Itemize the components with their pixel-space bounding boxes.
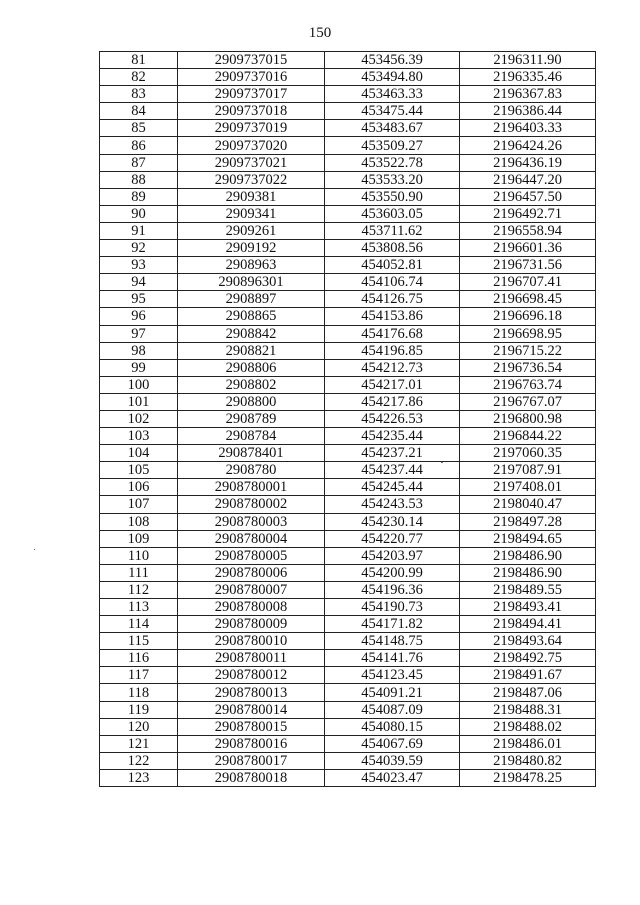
- table-row: [100, 410, 596, 427]
- table-row: [100, 547, 596, 564]
- point-number-cell: 81: [100, 52, 178, 69]
- table-row: [100, 462, 596, 479]
- point-id-cell: 2908780018: [178, 769, 325, 786]
- point-number-cell: 113: [100, 599, 178, 616]
- y-coordinate-cell: 2196403.33: [460, 120, 596, 137]
- x-coordinate-cell: 454023.47: [325, 769, 460, 786]
- y-coordinate-cell: 2197408.01: [460, 479, 596, 496]
- point-number-cell: 89: [100, 188, 178, 205]
- x-coordinate-cell: 454203.97: [325, 547, 460, 564]
- y-coordinate-cell: 2198040.47: [460, 496, 596, 513]
- point-id-cell: 290896301: [178, 274, 325, 291]
- point-id-cell: 2908780017: [178, 752, 325, 769]
- y-coordinate-cell: 2197087.91: [460, 462, 596, 479]
- point-id-cell: 2908780005: [178, 547, 325, 564]
- point-number-cell: 119: [100, 701, 178, 718]
- y-coordinate-cell: 2196736.54: [460, 359, 596, 376]
- x-coordinate-cell: 454067.69: [325, 735, 460, 752]
- x-coordinate-cell: 454212.73: [325, 359, 460, 376]
- table-row: [100, 581, 596, 598]
- table-row: [100, 103, 596, 120]
- scan-speck: [441, 461, 443, 463]
- x-coordinate-cell: 454217.86: [325, 393, 460, 410]
- x-coordinate-cell: 454087.09: [325, 701, 460, 718]
- table-row: [100, 171, 596, 188]
- point-id-cell: 290878401: [178, 445, 325, 462]
- x-coordinate-cell: 454141.76: [325, 650, 460, 667]
- y-coordinate-cell: 2196457.50: [460, 188, 596, 205]
- x-coordinate-cell: 454080.15: [325, 718, 460, 735]
- x-coordinate-cell: 453711.62: [325, 222, 460, 239]
- point-number-cell: 120: [100, 718, 178, 735]
- y-coordinate-cell: 2198486.01: [460, 735, 596, 752]
- point-id-cell: 2909737019: [178, 120, 325, 137]
- y-coordinate-cell: 2196367.83: [460, 86, 596, 103]
- point-id-cell: 2908784: [178, 428, 325, 445]
- point-number-cell: 104: [100, 445, 178, 462]
- table-row: [100, 120, 596, 137]
- page-number: 150: [308, 25, 332, 41]
- y-coordinate-cell: 2198491.67: [460, 667, 596, 684]
- table-row: [100, 479, 596, 496]
- point-number-cell: 95: [100, 291, 178, 308]
- y-coordinate-cell: 2196763.74: [460, 376, 596, 393]
- x-coordinate-cell: 453533.20: [325, 171, 460, 188]
- point-number-cell: 96: [100, 308, 178, 325]
- point-id-cell: 2908800: [178, 393, 325, 410]
- x-coordinate-cell: 454245.44: [325, 479, 460, 496]
- point-number-cell: 109: [100, 530, 178, 547]
- y-coordinate-cell: 2196335.46: [460, 69, 596, 86]
- point-id-cell: 2909737021: [178, 154, 325, 171]
- x-coordinate-cell: 453494.80: [325, 69, 460, 86]
- x-coordinate-cell: 453509.27: [325, 137, 460, 154]
- table-row: [100, 342, 596, 359]
- y-coordinate-cell: 2198489.55: [460, 581, 596, 598]
- x-coordinate-cell: 454196.36: [325, 581, 460, 598]
- point-number-cell: 105: [100, 462, 178, 479]
- point-number-cell: 92: [100, 240, 178, 257]
- point-id-cell: 2908897: [178, 291, 325, 308]
- table-row: [100, 701, 596, 718]
- table-row: [100, 769, 596, 786]
- table-row: [100, 308, 596, 325]
- table-row: [100, 205, 596, 222]
- point-number-cell: 106: [100, 479, 178, 496]
- point-number-cell: 123: [100, 769, 178, 786]
- y-coordinate-cell: 2196844.22: [460, 428, 596, 445]
- table-row: [100, 667, 596, 684]
- x-coordinate-cell: 454243.53: [325, 496, 460, 513]
- y-coordinate-cell: 2198497.28: [460, 513, 596, 530]
- table-row: [100, 496, 596, 513]
- x-coordinate-cell: 454052.81: [325, 257, 460, 274]
- x-coordinate-cell: 453603.05: [325, 205, 460, 222]
- point-number-cell: 110: [100, 547, 178, 564]
- point-id-cell: 2908789: [178, 410, 325, 427]
- point-id-cell: 2908963: [178, 257, 325, 274]
- y-coordinate-cell: 2198493.64: [460, 633, 596, 650]
- table-row: [100, 69, 596, 86]
- y-coordinate-cell: 2198492.75: [460, 650, 596, 667]
- table-row: [100, 599, 596, 616]
- point-number-cell: 121: [100, 735, 178, 752]
- table-row: [100, 735, 596, 752]
- y-coordinate-cell: 2196436.19: [460, 154, 596, 171]
- y-coordinate-cell: 2198480.82: [460, 752, 596, 769]
- y-coordinate-cell: 2198494.41: [460, 616, 596, 633]
- point-id-cell: 2909192: [178, 240, 325, 257]
- point-id-cell: 2909737020: [178, 137, 325, 154]
- point-number-cell: 100: [100, 376, 178, 393]
- y-coordinate-cell: 2196492.71: [460, 205, 596, 222]
- point-id-cell: 2909341: [178, 205, 325, 222]
- point-id-cell: 2909737016: [178, 69, 325, 86]
- x-coordinate-cell: 454091.21: [325, 684, 460, 701]
- table-row: [100, 616, 596, 633]
- y-coordinate-cell: 2196731.56: [460, 257, 596, 274]
- y-coordinate-cell: 2198494.65: [460, 530, 596, 547]
- x-coordinate-cell: 454217.01: [325, 376, 460, 393]
- x-coordinate-cell: 454226.53: [325, 410, 460, 427]
- y-coordinate-cell: 2196311.90: [460, 52, 596, 69]
- x-coordinate-cell: 454176.68: [325, 325, 460, 342]
- x-coordinate-cell: 454126.75: [325, 291, 460, 308]
- y-coordinate-cell: 2198487.06: [460, 684, 596, 701]
- table-row: [100, 513, 596, 530]
- x-coordinate-cell: 454220.77: [325, 530, 460, 547]
- x-coordinate-cell: 453483.67: [325, 120, 460, 137]
- table-row: [100, 393, 596, 410]
- point-number-cell: 98: [100, 342, 178, 359]
- point-id-cell: 2908806: [178, 359, 325, 376]
- x-coordinate-cell: 454106.74: [325, 274, 460, 291]
- x-coordinate-cell: 454039.59: [325, 752, 460, 769]
- point-id-cell: 2908780002: [178, 496, 325, 513]
- point-number-cell: 101: [100, 393, 178, 410]
- point-number-cell: 87: [100, 154, 178, 171]
- x-coordinate-cell: 454237.44: [325, 462, 460, 479]
- point-id-cell: 2909737017: [178, 86, 325, 103]
- point-number-cell: 102: [100, 410, 178, 427]
- point-number-cell: 122: [100, 752, 178, 769]
- y-coordinate-cell: 2196698.45: [460, 291, 596, 308]
- point-number-cell: 91: [100, 222, 178, 239]
- table-row: [100, 52, 596, 69]
- point-id-cell: 2909381: [178, 188, 325, 205]
- y-coordinate-cell: 2198488.02: [460, 718, 596, 735]
- point-id-cell: 2908780014: [178, 701, 325, 718]
- x-coordinate-cell: 454190.73: [325, 599, 460, 616]
- point-number-cell: 90: [100, 205, 178, 222]
- point-id-cell: 2908780016: [178, 735, 325, 752]
- y-coordinate-cell: 2198478.25: [460, 769, 596, 786]
- x-coordinate-cell: 453522.78: [325, 154, 460, 171]
- y-coordinate-cell: 2196698.95: [460, 325, 596, 342]
- table-row: [100, 222, 596, 239]
- point-number-cell: 114: [100, 616, 178, 633]
- scan-speck: [34, 549, 35, 550]
- table-row: [100, 650, 596, 667]
- y-coordinate-cell: 2196424.26: [460, 137, 596, 154]
- point-id-cell: 2909737015: [178, 52, 325, 69]
- point-id-cell: 2908780009: [178, 616, 325, 633]
- table-row: [100, 684, 596, 701]
- y-coordinate-cell: 2198486.90: [460, 564, 596, 581]
- table-row: [100, 325, 596, 342]
- point-number-cell: 86: [100, 137, 178, 154]
- point-number-cell: 99: [100, 359, 178, 376]
- table-row: [100, 530, 596, 547]
- x-coordinate-cell: 454200.99: [325, 564, 460, 581]
- point-id-cell: 2908780001: [178, 479, 325, 496]
- point-number-cell: 84: [100, 103, 178, 120]
- x-coordinate-cell: 454148.75: [325, 633, 460, 650]
- point-id-cell: 2908842: [178, 325, 325, 342]
- point-number-cell: 103: [100, 428, 178, 445]
- x-coordinate-cell: 454123.45: [325, 667, 460, 684]
- point-id-cell: 2908780015: [178, 718, 325, 735]
- point-number-cell: 97: [100, 325, 178, 342]
- table-row: [100, 240, 596, 257]
- table-row: [100, 86, 596, 103]
- point-id-cell: 2908780003: [178, 513, 325, 530]
- x-coordinate-cell: 453475.44: [325, 103, 460, 120]
- point-id-cell: 2908780012: [178, 667, 325, 684]
- y-coordinate-cell: 2196767.07: [460, 393, 596, 410]
- table-row: [100, 188, 596, 205]
- x-coordinate-cell: 453808.56: [325, 240, 460, 257]
- x-coordinate-cell: 454196.85: [325, 342, 460, 359]
- point-number-cell: 88: [100, 171, 178, 188]
- point-number-cell: 107: [100, 496, 178, 513]
- table-row: [100, 359, 596, 376]
- y-coordinate-cell: 2196447.20: [460, 171, 596, 188]
- y-coordinate-cell: 2198486.90: [460, 547, 596, 564]
- point-id-cell: 2908780013: [178, 684, 325, 701]
- point-number-cell: 85: [100, 120, 178, 137]
- point-id-cell: 2908780011: [178, 650, 325, 667]
- x-coordinate-cell: 454237.21: [325, 445, 460, 462]
- point-id-cell: 2909737018: [178, 103, 325, 120]
- table-row: [100, 137, 596, 154]
- point-number-cell: 111: [100, 564, 178, 581]
- x-coordinate-cell: 454230.14: [325, 513, 460, 530]
- point-id-cell: 2909737022: [178, 171, 325, 188]
- point-id-cell: 2908821: [178, 342, 325, 359]
- point-id-cell: 2908780: [178, 462, 325, 479]
- x-coordinate-cell: 454171.82: [325, 616, 460, 633]
- table-row: [100, 274, 596, 291]
- coordinates-table: [99, 51, 596, 787]
- point-number-cell: 82: [100, 69, 178, 86]
- point-number-cell: 115: [100, 633, 178, 650]
- y-coordinate-cell: 2196558.94: [460, 222, 596, 239]
- y-coordinate-cell: 2196696.18: [460, 308, 596, 325]
- y-coordinate-cell: 2198488.31: [460, 701, 596, 718]
- y-coordinate-cell: 2196601.36: [460, 240, 596, 257]
- table-row: [100, 376, 596, 393]
- y-coordinate-cell: 2196800.98: [460, 410, 596, 427]
- point-number-cell: 83: [100, 86, 178, 103]
- table-row: [100, 445, 596, 462]
- point-id-cell: 2908802: [178, 376, 325, 393]
- table-row: [100, 154, 596, 171]
- point-id-cell: 2908780007: [178, 581, 325, 598]
- x-coordinate-cell: 453463.33: [325, 86, 460, 103]
- point-number-cell: 117: [100, 667, 178, 684]
- x-coordinate-cell: 454153.86: [325, 308, 460, 325]
- point-number-cell: 112: [100, 581, 178, 598]
- x-coordinate-cell: 453456.39: [325, 52, 460, 69]
- point-number-cell: 93: [100, 257, 178, 274]
- point-id-cell: 2908780010: [178, 633, 325, 650]
- table-row: [100, 752, 596, 769]
- point-number-cell: 108: [100, 513, 178, 530]
- point-number-cell: 116: [100, 650, 178, 667]
- point-id-cell: 2908780004: [178, 530, 325, 547]
- table-row: [100, 428, 596, 445]
- table-row: [100, 257, 596, 274]
- table-row: [100, 564, 596, 581]
- point-number-cell: 94: [100, 274, 178, 291]
- y-coordinate-cell: 2197060.35: [460, 445, 596, 462]
- y-coordinate-cell: 2196715.22: [460, 342, 596, 359]
- point-id-cell: 2909261: [178, 222, 325, 239]
- y-coordinate-cell: 2196386.44: [460, 103, 596, 120]
- y-coordinate-cell: 2198493.41: [460, 599, 596, 616]
- coordinates-table-body: [100, 52, 596, 787]
- table-row: [100, 633, 596, 650]
- table-row: [100, 291, 596, 308]
- table-row: [100, 718, 596, 735]
- y-coordinate-cell: 2196707.41: [460, 274, 596, 291]
- point-id-cell: 2908780006: [178, 564, 325, 581]
- point-number-cell: 118: [100, 684, 178, 701]
- point-id-cell: 2908780008: [178, 599, 325, 616]
- point-id-cell: 2908865: [178, 308, 325, 325]
- x-coordinate-cell: 454235.44: [325, 428, 460, 445]
- x-coordinate-cell: 453550.90: [325, 188, 460, 205]
